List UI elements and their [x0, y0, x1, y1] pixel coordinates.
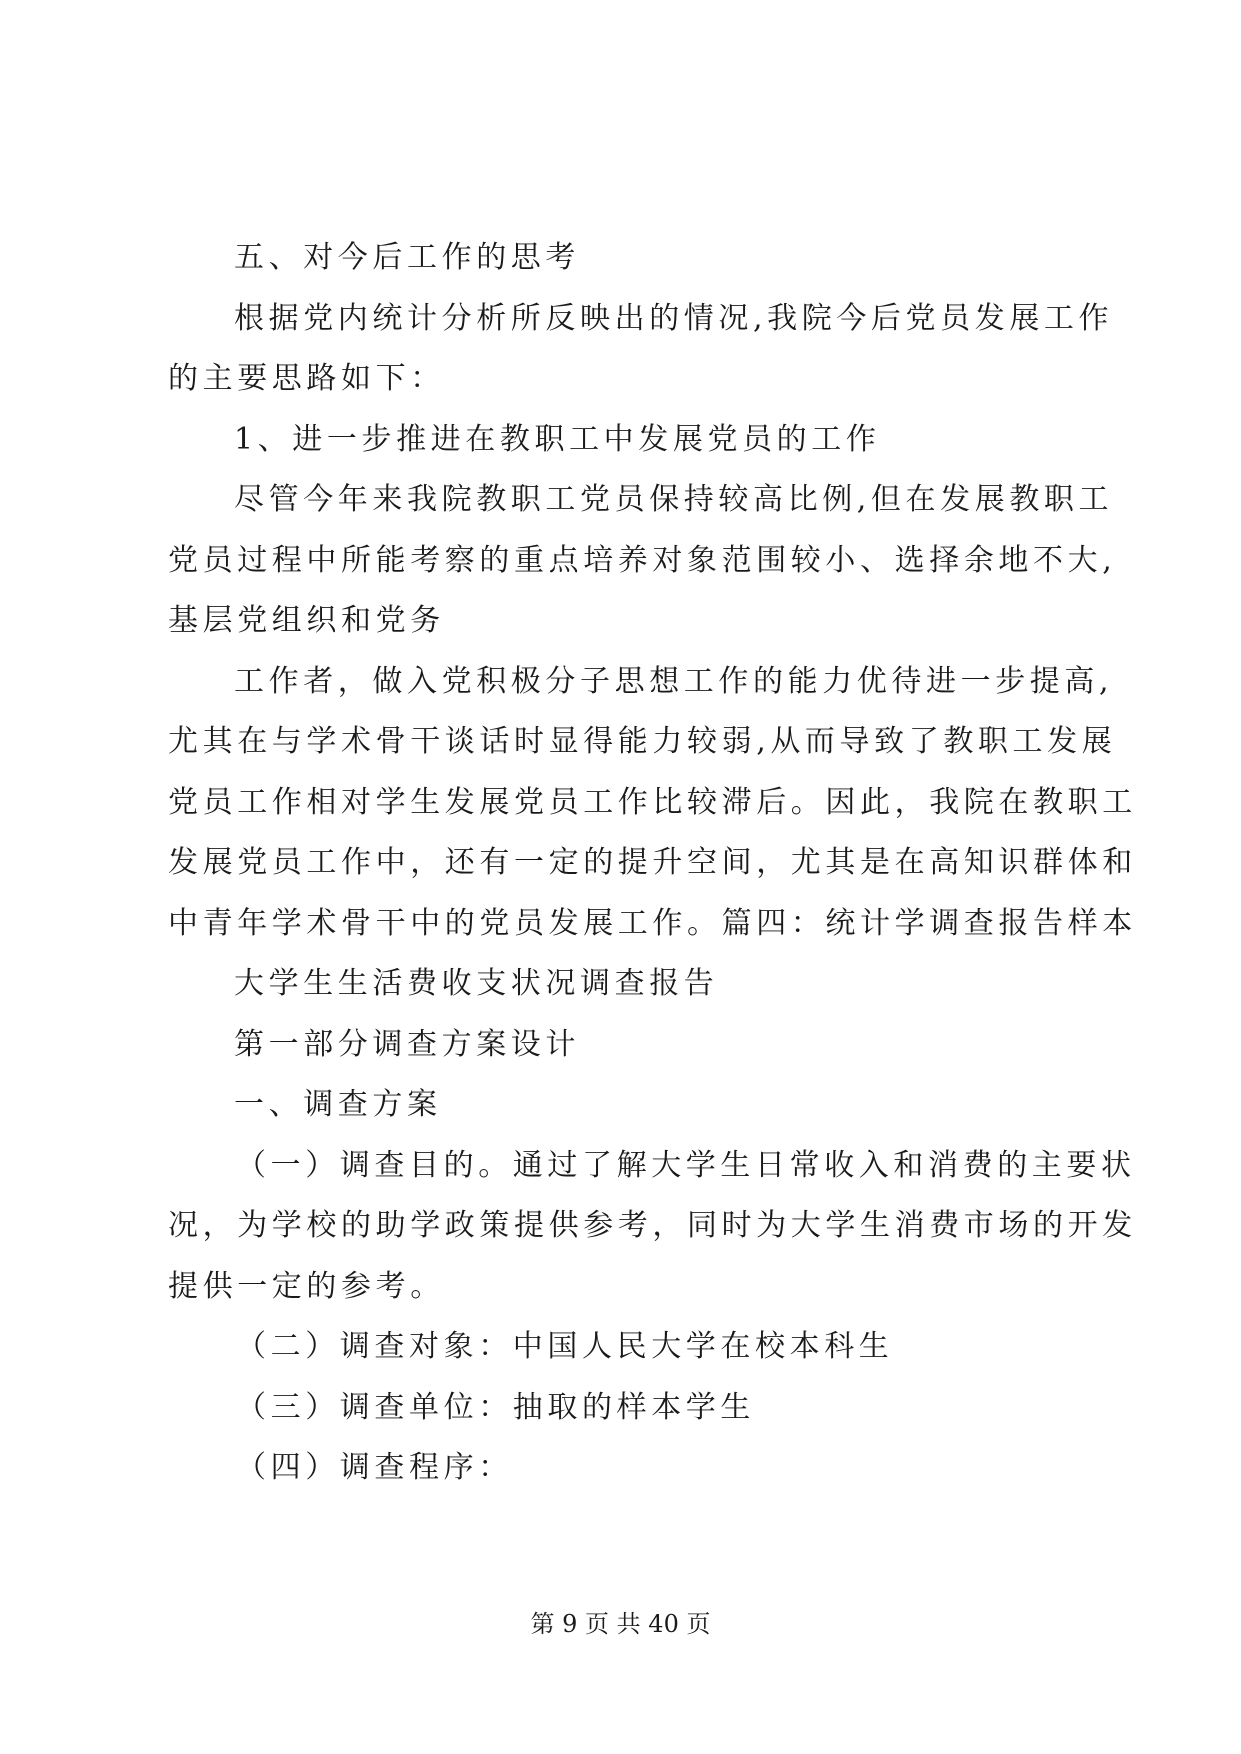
paragraph-line: 尤其在与学术骨干谈话时显得能力较弱,从而导致了教职工发展 — [168, 724, 1117, 759]
paragraph-line: 党员过程中所能考察的重点培养对象范围较小、选择余地不大, — [168, 542, 1117, 578]
paragraph-line: 基层党组织和党务 — [168, 603, 445, 638]
paragraph-line: 的主要思路如下： — [168, 361, 445, 396]
paragraph-line: 中青年学术骨干中的党员发展工作。篇四：统计学调查报告样本 — [168, 905, 1137, 941]
report-title: 大学生生活费收支状况调查报告 — [234, 966, 719, 1001]
paragraph-line: 党员工作相对学生发展党员工作比较滞后。因此，我院在教职工 — [168, 784, 1137, 820]
paragraph-line: 发展党员工作中，还有一定的提升空间，尤其是在高知识群体和 — [168, 845, 1137, 880]
list-item-unit: （三）调查单位：抽取的样本学生 — [236, 1389, 755, 1425]
page-number-footer: 第 9 页 共 40 页 — [530, 1610, 711, 1638]
list-item-purpose: （一）调查目的。通过了解大学生日常收入和消费的主要状 — [236, 1147, 1136, 1183]
list-item-object: （二）调查对象：中国人民大学在校本科生 — [236, 1329, 894, 1364]
paragraph-line: 提供一定的参考。 — [168, 1268, 445, 1304]
list-item-procedure: （四）调查程序： — [236, 1450, 513, 1485]
part-heading: 第一部分调查方案设计 — [234, 1026, 580, 1062]
paragraph-line: 根据党内统计分析所反映出的情况,我院今后党员发展工作 — [234, 300, 1114, 336]
section-heading-five: 五、对今后工作的思考 — [234, 240, 580, 275]
section-heading-one: 一、调查方案 — [234, 1087, 442, 1122]
paragraph-line: 尽管今年来我院教职工党员保持较高比例,但在发展教职工 — [234, 482, 1114, 517]
document-body — [168, 228, 1137, 1499]
subsection-heading: 1、进一步推进在教职工中发展党员的工作 — [234, 421, 881, 457]
paragraph-line: 况，为学校的助学政策提供参考，同时为大学生消费市场的开发 — [168, 1208, 1137, 1243]
paragraph-line: 工作者，做入党积极分子思想工作的能力优待进一步提高, — [234, 663, 1114, 699]
